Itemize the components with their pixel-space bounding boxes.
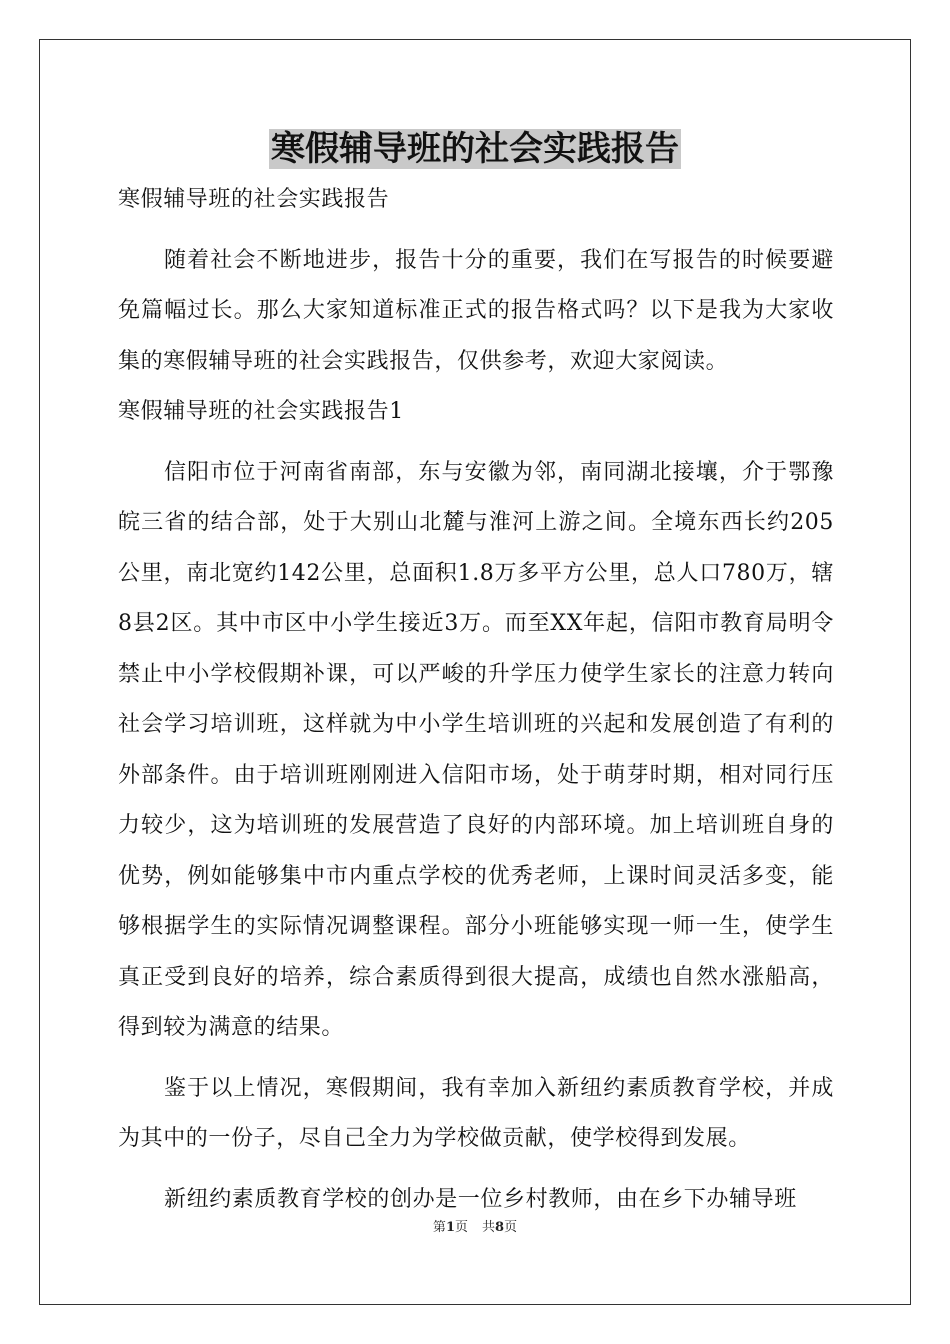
intro-paragraph: 随着社会不断地进步，报告十分的重要，我们在写报告的时候要避免篇幅过长。那么大家知道标准正式的报告格式吗？以下是我为大家收集的寒假辅导班的社会实践报告，仅供参考，欢迎大家阅读。 <box>118 247 834 374</box>
page-total-count: 8 <box>495 1220 505 1235</box>
body-paragraph-3: 新纽约素质教育学校的创办是一位乡村教师，由在乡下办辅导班 <box>164 1186 797 1212</box>
document-subtitle: 寒假辅导班的社会实践报告 <box>118 187 390 212</box>
document-body <box>118 175 834 1225</box>
section-heading: 寒假辅导班的社会实践报告1 <box>118 399 404 424</box>
page-total-prefix: 共 <box>482 1220 496 1235</box>
document-title-text: 寒假辅导班的社会实践报告 <box>271 129 679 169</box>
body-paragraph-1: 信阳市位于河南省南部，东与安徽为邻，南同湖北接壤，介于鄂豫皖三省的结合部，处于大别山北麓与淮河上游之间。全境东西长约205公里，南北宽约142公里，总面积1.8万多平方公里，总人口780万，辖8县2区。其中市区中小学生接近3万。而至XX年起，信阳市教育局明令禁止中小学校假期补课，可以严峻的升学压力使学生家长的注意力转向社会学习培训班，这样就为中小学生培训班的兴起和发展创造了有利的外部条件。由于培训班刚刚进入信阳市场，处于萌芽时期，相对同行压力较少，这为培训班的发展营造了良好的内部环境。加上培训班自身的优势，例如能够集中市内重点学校的优秀老师，上课时间灵活多变，能够根据学生的实际情况调整课程。部分小班能够实现一师一生，使学生真正受到良好的培养，综合素质得到很大提高，成绩也自然水涨船高，得到较为满意的结果。 <box>118 459 834 1040</box>
page-footer <box>0 1218 950 1238</box>
body-paragraph-2: 鉴于以上情况，寒假期间，我有幸加入新纽约素质教育学校，并成为其中的一份子，尽自己全力为学校做贡献，使学校得到发展。 <box>118 1075 834 1151</box>
document-title <box>0 124 950 174</box>
page-number-current: 1 <box>445 1220 455 1235</box>
page-total-suffix: 页 <box>504 1220 518 1235</box>
page-number-prefix: 第 <box>432 1220 446 1235</box>
page-number-suffix: 页 <box>454 1220 468 1235</box>
